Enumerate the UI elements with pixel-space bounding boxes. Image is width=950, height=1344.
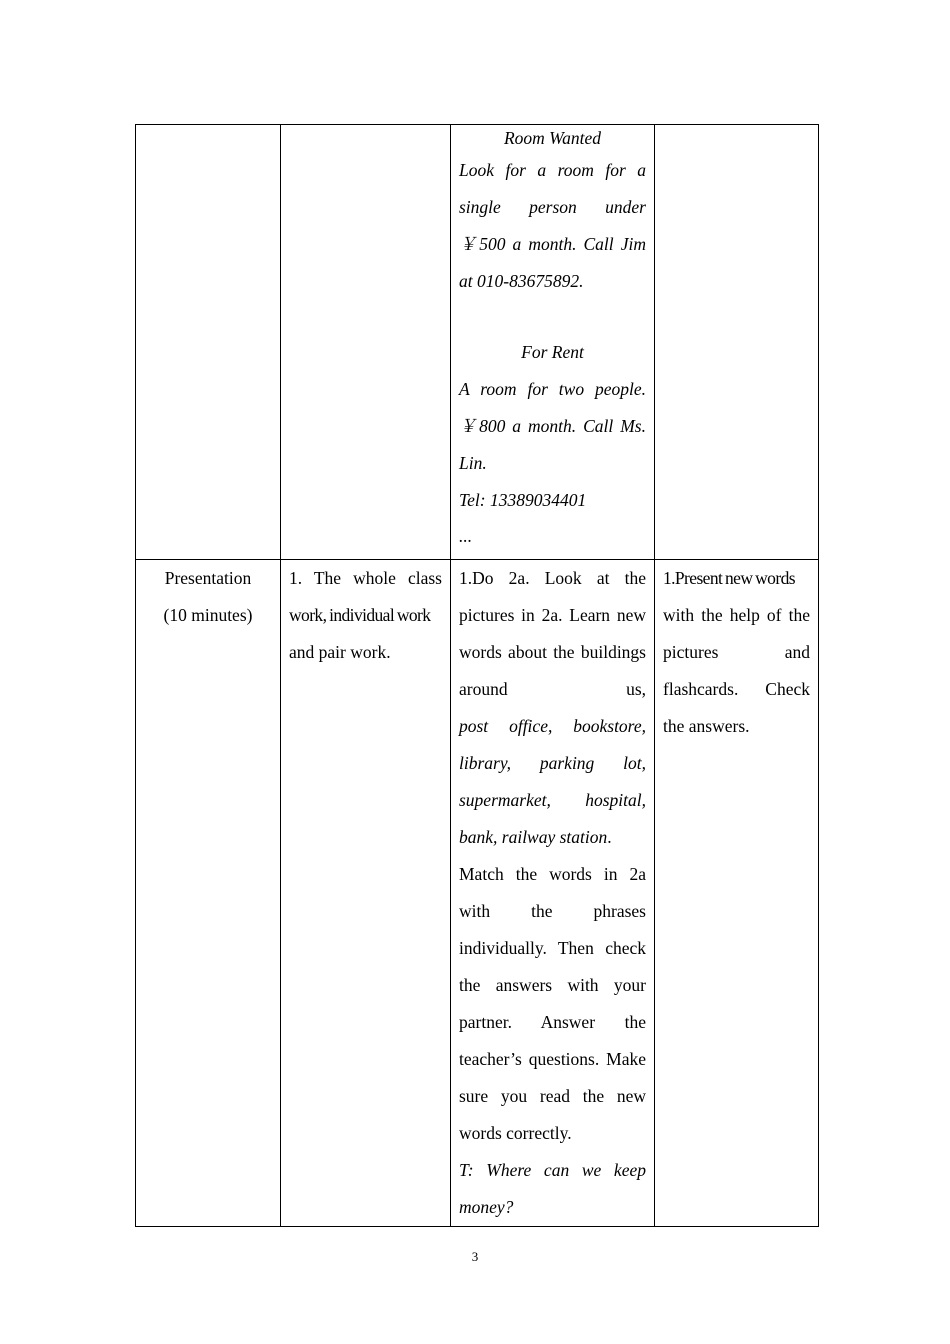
activity-intro: 1.Do 2a. Look at the pictures in 2a. Learn new words about the buildings around us,	[459, 568, 646, 699]
teacher-cell	[655, 125, 819, 560]
table-row	[136, 125, 819, 560]
activity-question: T: Where can we keep money?	[459, 1160, 646, 1217]
stage-cell	[136, 560, 281, 1227]
ad-room-wanted-title: Room Wanted	[503, 128, 602, 148]
teacher-activity: with the help of the pictures and flashcards. Check the answers.	[663, 605, 810, 736]
mode-line-3: and pair work.	[289, 642, 391, 662]
stage-cell	[136, 125, 281, 560]
ad-for-rent-title: For Rent	[521, 342, 584, 362]
mode-line-2: work, individual work	[289, 605, 431, 625]
activity-words-end: .	[607, 827, 612, 847]
activity-cell	[451, 125, 655, 560]
ad-for-rent-tel: Tel: 13389034401	[459, 490, 587, 510]
stage-duration: (10 minutes)	[163, 605, 253, 625]
activity-words: post office, bookstore, library, parking lot, supermarket, hospital, bank, railway station	[459, 716, 646, 847]
table-row	[136, 560, 819, 1227]
page-number: 3	[471, 1249, 479, 1264]
mode-cell	[281, 560, 451, 1227]
stage-name: Presentation	[164, 568, 252, 588]
mode-line-1: 1. The whole class	[289, 568, 442, 588]
activity-match: Match the words in 2a with the phrases individually. Then check the answers with your partner. Answer the teacher’s questions. Make sure you read the new words correctly.	[459, 864, 646, 1143]
activity-words-block	[459, 708, 646, 856]
activity-cell	[451, 560, 655, 1227]
mode-cell	[281, 125, 451, 560]
ad-room-wanted-text: Look for a room for a single person under ￥500 a month. Call Jim at 010-83675892.	[459, 160, 646, 291]
teacher-line-1: 1.Present new words	[663, 568, 795, 588]
ad-for-rent-text: A room for two people. ￥800 a month. Call Ms. Lin.	[459, 379, 646, 473]
ellipsis: ...	[459, 526, 473, 546]
teacher-cell	[655, 560, 819, 1227]
lesson-plan-table	[135, 124, 819, 1227]
